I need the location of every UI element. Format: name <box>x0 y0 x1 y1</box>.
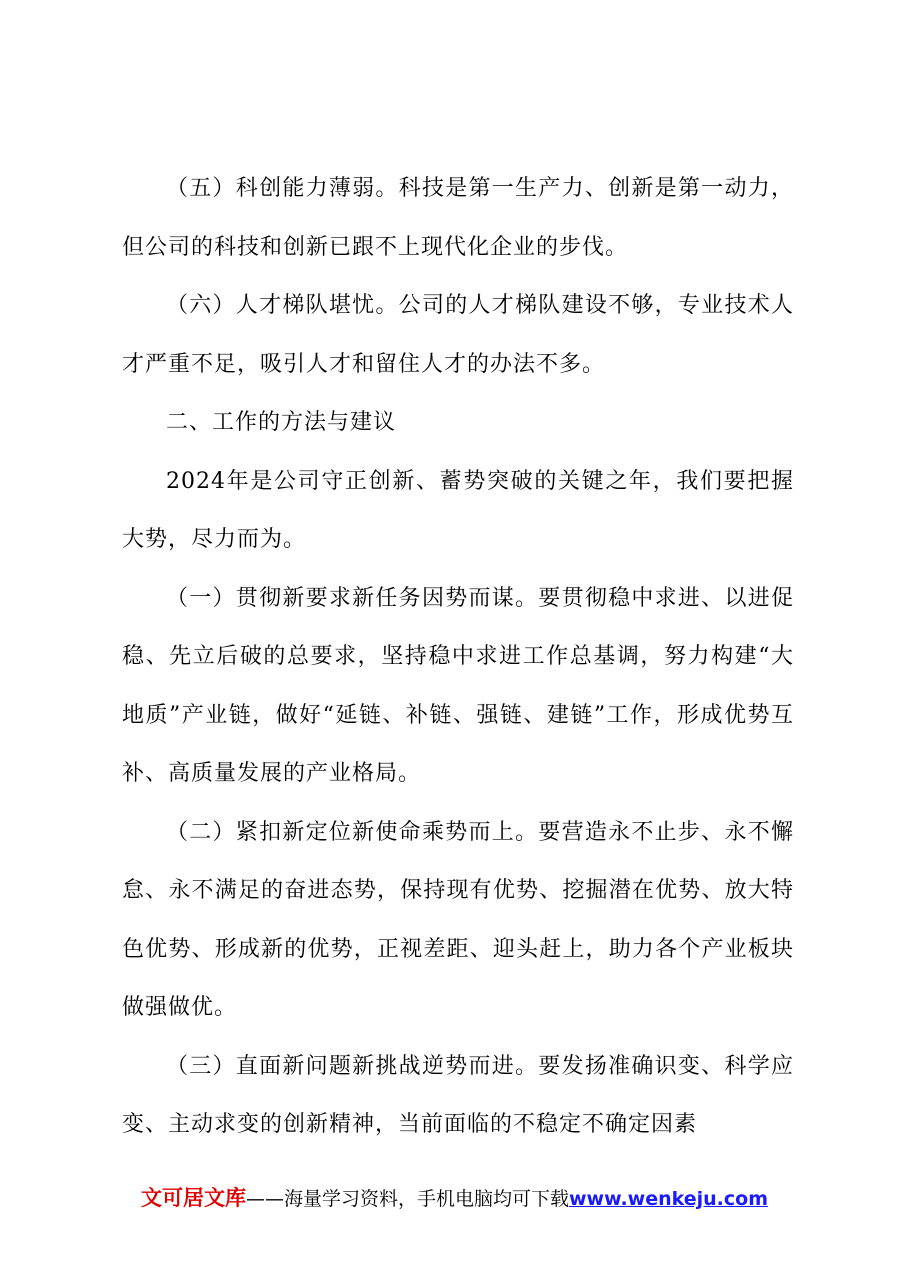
paragraph-2-new-positioning: （二）紧扣新定位新使命乘势而上。要营造永不止步、永不懈怠、永不满足的奋进态势，保持现有优势、挖掘潜在优势、放大特色优势、形成新的优势，正视差距、迎头赶上，助力各个产业板块做强做优。 <box>122 819 794 1020</box>
footer-website-link[interactable]: www.wenkeju.com <box>569 1188 769 1210</box>
section-heading-methods: 二、工作的方法与建议 <box>166 410 397 435</box>
footer-banner <box>0 1182 909 1212</box>
paragraph-2024-intro: 2024年是公司守正创新、蓄势突破的关键之年，我们要把握大势，尽力而为。 <box>122 468 794 552</box>
paragraph-5-weak-innovation: （五）科创能力薄弱。科技是第一生产力、创新是第一动力，但公司的科技和创新已跟不上现代化企业的步伐。 <box>122 176 794 260</box>
footer-slogan: ——海量学习资料，手机电脑均可下载 <box>245 1188 569 1210</box>
paragraph-1-new-requirements: （一）贯彻新要求新任务因势而谋。要贯彻稳中求进、以进促稳、先立后破的总要求，坚持稳中求进工作总基调，努力构建“大地质”产业链，做好“延链、补链、强链、建链”工作，形成优势互补、高质量发展的产业格局。 <box>122 585 794 786</box>
footer-brand: 文可居文库 <box>140 1186 246 1210</box>
document-body <box>122 160 794 1155</box>
paragraph-3-new-challenges: （三）直面新问题新挑战逆势而进。要发扬准确识变、科学应变、主动求变的创新精神，当前面临的不稳定不确定因素 <box>122 1053 794 1137</box>
paragraph-6-talent-shortage: （六）人才梯队堪忧。公司的人才梯队建设不够，专业技术人才严重不足，吸引人才和留住人才的办法不多。 <box>122 293 794 377</box>
